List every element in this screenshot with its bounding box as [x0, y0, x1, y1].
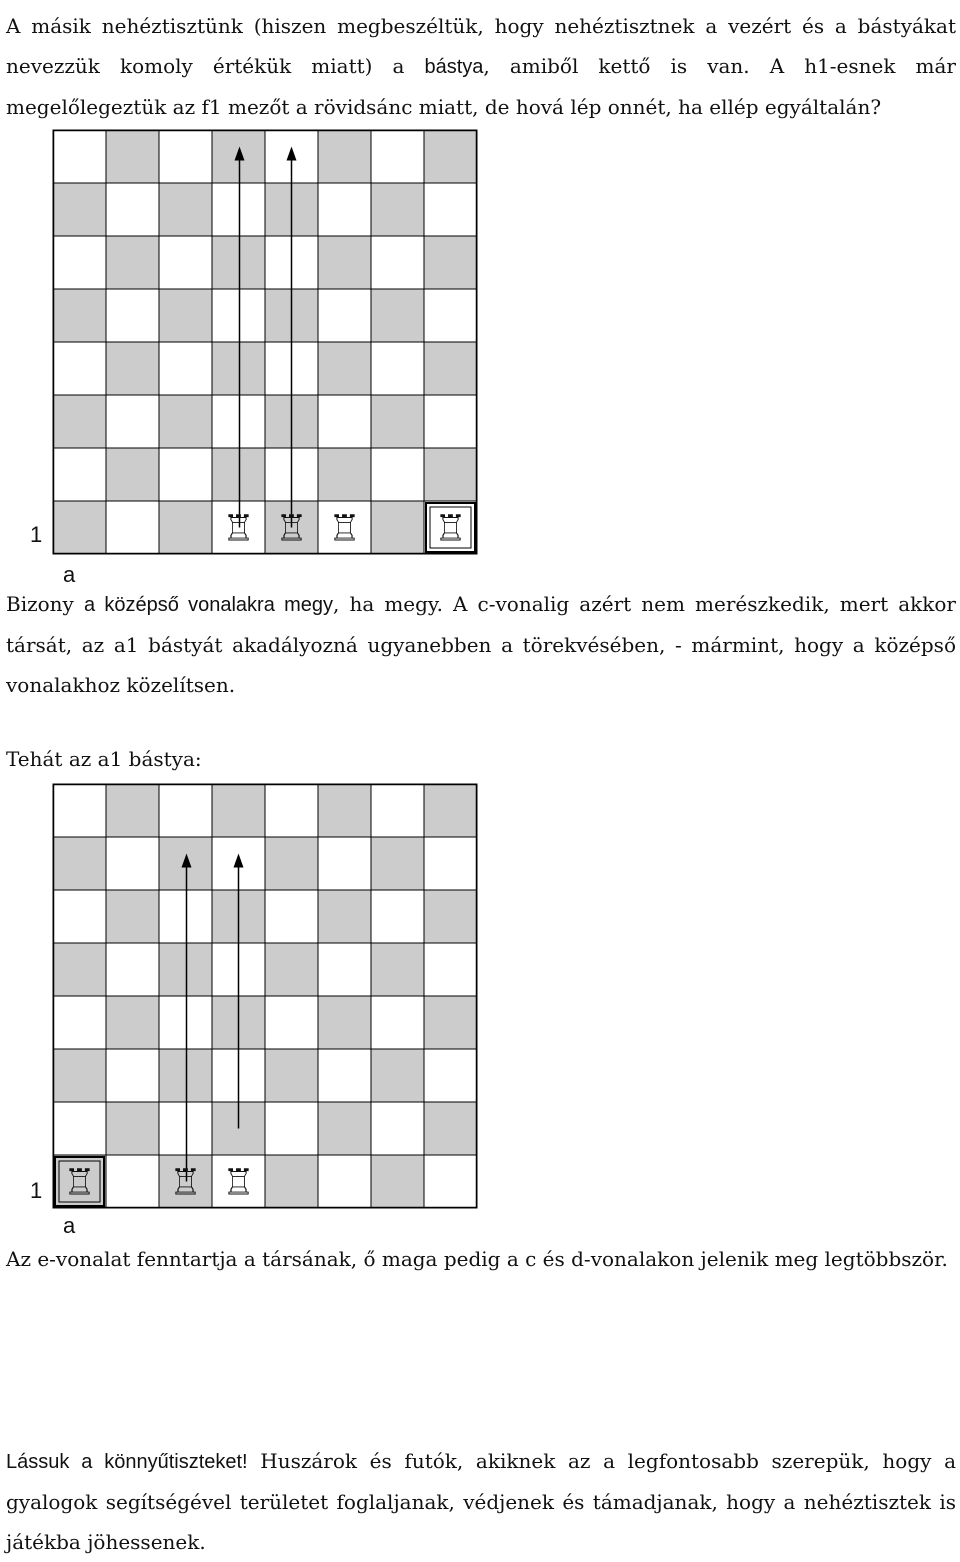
e-file-paragraph: [6, 1239, 956, 1279]
e-file-text: Az e-vonalat fenntartja a társának, ő maga pedig a c és d-vonalakon jelenik meg legtöbbször.: [6, 1247, 948, 1271]
chess-board-2: [53, 784, 477, 1208]
square-g8: [371, 130, 424, 183]
square-a3: [53, 1049, 106, 1102]
square-a7: [53, 183, 106, 236]
square-f7: [318, 837, 371, 890]
square-f8: [318, 130, 371, 183]
square-e6: [265, 890, 318, 943]
square-f6: [318, 236, 371, 289]
square-g6: [371, 890, 424, 943]
square-c8: [159, 784, 212, 837]
square-c6: [159, 236, 212, 289]
square-b8: [106, 130, 159, 183]
square-b2: [106, 448, 159, 501]
central-files-phrase: a középső vonalakra megy: [83, 594, 334, 616]
square-h1: [424, 1155, 477, 1208]
rook-icon: ♖: [169, 1162, 202, 1204]
a1-rook-heading: Tehát az a1 bástya:: [6, 747, 202, 771]
square-g3: [371, 395, 424, 448]
square-e1: [265, 1155, 318, 1208]
square-a2: [53, 1102, 106, 1155]
explanation-text-2: , ha megy. A c-vonalig azért nem merészkedik, mert akkor társát, az a1 bástyát akadályozná ugyanebben a törekvésében, - mármint, hogy a középső vonalakhoz közelítsen.: [6, 592, 956, 697]
square-g5: [371, 943, 424, 996]
square-b4: [106, 342, 159, 395]
square-f6: [318, 890, 371, 943]
square-g1: [371, 501, 424, 554]
square-a1: [53, 501, 106, 554]
square-c2: [159, 1102, 212, 1155]
square-h7: [424, 183, 477, 236]
square-h6: [424, 890, 477, 943]
square-a3: [53, 395, 106, 448]
file-label-1: a: [63, 562, 76, 587]
square-e5: [265, 943, 318, 996]
square-b7: [106, 183, 159, 236]
square-h8: [424, 130, 477, 183]
square-b3: [106, 1049, 159, 1102]
square-a6: [53, 890, 106, 943]
square-g7: [371, 183, 424, 236]
square-h2: [424, 448, 477, 501]
square-f3: [318, 395, 371, 448]
square-f1: [318, 1155, 371, 1208]
square-b4: [106, 996, 159, 1049]
square-b6: [106, 236, 159, 289]
intro-text-1: A másik nehéztisztünk (hiszen megbeszéltük, hogy nehéztisztnek a vezért és a bástyákat nevezzük komoly értékük miatt) a: [6, 14, 956, 78]
square-d7: [212, 183, 265, 236]
square-g3: [371, 1049, 424, 1102]
square-b5: [106, 943, 159, 996]
square-g6: [371, 236, 424, 289]
minor-pieces-heading: Lássuk a könnyűtiszteket!: [6, 1451, 248, 1473]
square-b7: [106, 837, 159, 890]
explanation-paragraph: [6, 584, 956, 705]
square-h6: [424, 236, 477, 289]
square-d6: [212, 236, 265, 289]
square-c2: [159, 448, 212, 501]
chess-board-1: [53, 130, 477, 554]
rook-term: bástya: [424, 56, 484, 78]
rook-icon: ♖: [434, 508, 467, 550]
square-e3: [265, 1049, 318, 1102]
square-f7: [318, 183, 371, 236]
square-b5: [106, 289, 159, 342]
square-g8: [371, 784, 424, 837]
minor-pieces-text: Huszárok és futók, akiknek az a legfontosabb szerepük, hogy a gyalogok segítségével területet foglaljanak, védjenek és támadjanak, hogy a nehéztisztek is játékba jöhessenek.: [6, 1449, 956, 1554]
square-c3: [159, 1049, 212, 1102]
square-f4: [318, 996, 371, 1049]
square-d2: [212, 448, 265, 501]
square-f2: [318, 448, 371, 501]
square-h5: [424, 289, 477, 342]
square-b1: [106, 1155, 159, 1208]
square-a5: [53, 943, 106, 996]
square-g4: [371, 996, 424, 1049]
intro-text-2: , amiből kettő is van. A h1-esnek már megelőlegeztük az f1 mezőt a rövidsánc miatt, de hová lép onnét, ha ellép egyáltalán?: [6, 54, 956, 119]
square-h8: [424, 784, 477, 837]
square-a5: [53, 289, 106, 342]
intro-paragraph: [6, 6, 956, 127]
square-f4: [318, 342, 371, 395]
square-b1: [106, 501, 159, 554]
square-f8: [318, 784, 371, 837]
square-e8: [265, 784, 318, 837]
square-c6: [159, 890, 212, 943]
square-e7: [265, 837, 318, 890]
square-h3: [424, 1049, 477, 1102]
rook-icon: ♖: [275, 508, 308, 550]
rook-icon: ♖: [63, 1162, 96, 1204]
square-f3: [318, 1049, 371, 1102]
chess-diagram-2: [53, 784, 477, 1208]
square-f5: [318, 289, 371, 342]
square-a4: [53, 342, 106, 395]
square-g1: [371, 1155, 424, 1208]
square-g7: [371, 837, 424, 890]
square-c5: [159, 289, 212, 342]
square-h4: [424, 996, 477, 1049]
square-f2: [318, 1102, 371, 1155]
square-h5: [424, 943, 477, 996]
square-a8: [53, 130, 106, 183]
square-h3: [424, 395, 477, 448]
square-g4: [371, 342, 424, 395]
square-c4: [159, 342, 212, 395]
minor-pieces-paragraph: [6, 1441, 956, 1562]
square-c4: [159, 996, 212, 1049]
square-d5: [212, 289, 265, 342]
square-g2: [371, 448, 424, 501]
square-b8: [106, 784, 159, 837]
rook-icon: ♖: [222, 1162, 255, 1204]
chess-diagram-1: [53, 130, 477, 554]
rook-icon: ♖: [328, 508, 361, 550]
square-f5: [318, 943, 371, 996]
square-b6: [106, 890, 159, 943]
square-b2: [106, 1102, 159, 1155]
square-a7: [53, 837, 106, 890]
file-label-2: a: [63, 1213, 76, 1238]
explanation-text-1: Bizony: [6, 592, 84, 616]
square-d4: [212, 342, 265, 395]
square-a4: [53, 996, 106, 1049]
square-d3: [212, 395, 265, 448]
square-c7: [159, 183, 212, 236]
rook-icon: ♖: [222, 508, 255, 550]
square-a6: [53, 236, 106, 289]
square-c1: [159, 501, 212, 554]
square-c5: [159, 943, 212, 996]
square-g2: [371, 1102, 424, 1155]
square-e4: [265, 996, 318, 1049]
square-g5: [371, 289, 424, 342]
square-a8: [53, 784, 106, 837]
square-h2: [424, 1102, 477, 1155]
square-d8: [212, 784, 265, 837]
square-e2: [265, 1102, 318, 1155]
square-a2: [53, 448, 106, 501]
square-h4: [424, 342, 477, 395]
square-h7: [424, 837, 477, 890]
rank-label-1: 1: [30, 522, 43, 547]
rank-label-2: 1: [30, 1178, 43, 1203]
square-c3: [159, 395, 212, 448]
square-c8: [159, 130, 212, 183]
square-b3: [106, 395, 159, 448]
